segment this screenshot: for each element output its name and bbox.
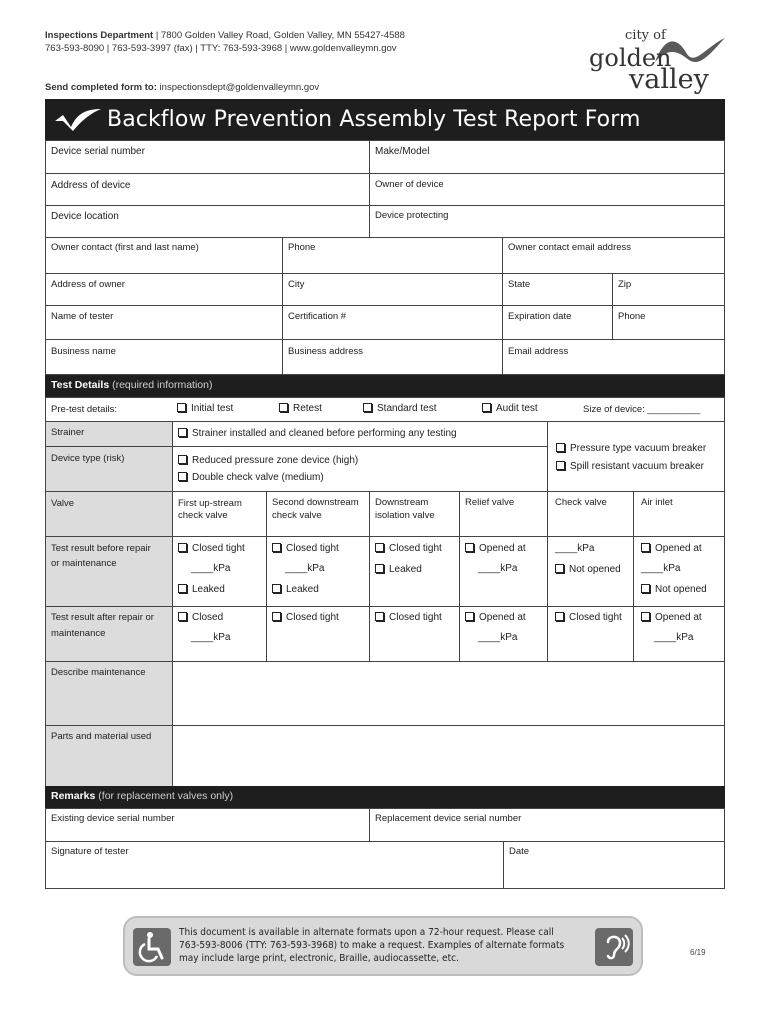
logo-city: city of — [625, 28, 666, 43]
remarks-heading — [45, 786, 725, 808]
strainer-label: Strainer — [51, 427, 85, 438]
before-col-6 — [633, 536, 725, 607]
after-col-3 — [369, 606, 460, 662]
device-location-field[interactable] — [45, 205, 370, 238]
before-col-4 — [459, 536, 548, 607]
retest-label: Retest — [293, 403, 322, 414]
before-c3-closed-label: Closed tight — [389, 543, 442, 554]
before-col-1 — [172, 536, 267, 607]
device-owner-field[interactable] — [369, 173, 725, 206]
hearing-icon — [595, 928, 633, 966]
before-c3-leaked-checkbox[interactable] — [375, 564, 422, 575]
owner-state-label: State — [508, 279, 531, 290]
strainer-checkbox[interactable] — [178, 428, 457, 439]
expiration-field[interactable] — [502, 305, 613, 340]
owner-phone-field[interactable] — [282, 237, 503, 274]
before-label-line1: Test result before repair — [51, 543, 151, 554]
valve-col-4-line1: Relief valve — [465, 497, 515, 508]
checkbox-icon — [178, 584, 187, 593]
rpz-label: Reduced pressure zone device (high) — [192, 455, 359, 466]
after-c5-closed-checkbox[interactable] — [555, 612, 622, 623]
valve-col-3 — [369, 491, 460, 537]
owner-city-label: City — [288, 279, 305, 290]
valve-col-1-line2: check valve — [178, 510, 228, 521]
valve-col-2 — [266, 491, 370, 537]
valve-label: Valve — [51, 498, 75, 509]
strainer-option-label: Strainer installed and cleaned before performing any testing — [192, 428, 457, 439]
owner-contact-label: Owner contact (first and last name) — [51, 242, 199, 253]
owner-address-field[interactable] — [45, 273, 283, 306]
address-line: | 7800 Golden Valley Road, Golden Valley, MN 55427-4588 — [153, 30, 405, 41]
remarks-title: Remarks — [51, 790, 96, 802]
checkbox-icon — [272, 584, 281, 593]
checkbox-icon — [465, 543, 474, 552]
after-label-line1: Test result after repair or — [51, 612, 154, 623]
valve-col-3-line2: isolation valve — [375, 510, 435, 521]
after-c5-closed-label: Closed tight — [569, 612, 622, 623]
parts-label: Parts and material used — [51, 731, 152, 742]
signature-field[interactable] — [45, 841, 504, 889]
swoosh-icon — [53, 105, 103, 133]
owner-city-field[interactable] — [282, 273, 503, 306]
form-title-bar — [45, 99, 725, 140]
device-address-label: Address of device — [51, 180, 131, 191]
before-c1-closed-label: Closed tight — [192, 543, 245, 554]
form-title: Backflow Prevention Assembly Test Report Form — [107, 107, 641, 132]
before-col-5 — [547, 536, 634, 607]
after-c6-opened-checkbox[interactable] — [641, 612, 702, 623]
owner-address-label: Address of owner — [51, 279, 125, 290]
signature-label: Signature of tester — [51, 846, 129, 857]
after-c4-opened-label: Opened at — [479, 612, 526, 623]
tester-phone-field[interactable] — [612, 305, 725, 340]
double-check-checkbox[interactable] — [178, 472, 324, 483]
before-c2-leaked-checkbox[interactable] — [272, 584, 319, 595]
checkbox-icon — [465, 612, 474, 621]
after-c2-closed-checkbox[interactable] — [272, 612, 339, 623]
before-c2-closed-checkbox[interactable] — [272, 543, 339, 554]
email-label: Email address — [508, 346, 569, 357]
spill-vb-label: Spill resistant vacuum breaker — [570, 461, 704, 472]
before-c4-opened-checkbox[interactable] — [465, 543, 526, 554]
parts-label-cell — [45, 725, 173, 787]
existing-serial-label: Existing device serial number — [51, 813, 175, 824]
initial-test-checkbox[interactable] — [177, 403, 233, 414]
pretest-label: Pre-test details: — [51, 404, 117, 415]
before-c1-kpa[interactable]: ____kPa — [191, 563, 231, 574]
before-c2-kpa[interactable]: ____kPa — [285, 563, 325, 574]
after-c1-closed-checkbox[interactable] — [178, 612, 223, 623]
strainer-label-cell — [45, 421, 173, 447]
device-type-label-cell — [45, 446, 173, 492]
initial-test-label: Initial test — [191, 403, 234, 414]
checkbox-icon — [375, 564, 384, 573]
right-type-options-cell — [547, 421, 725, 492]
device-protecting-label: Device protecting — [375, 210, 449, 221]
after-c1-kpa[interactable]: ____kPa — [191, 632, 231, 643]
owner-phone-label: Phone — [288, 242, 316, 253]
device-owner-label: Owner of device — [375, 179, 444, 190]
send-to-line — [45, 82, 319, 93]
size-of-device-label: Size of device: __________ — [583, 404, 701, 415]
checkbox-icon — [555, 612, 564, 621]
header-address — [45, 30, 405, 41]
spill-vb-checkbox[interactable] — [556, 461, 704, 472]
checkbox-icon — [641, 584, 650, 593]
double-check-label: Double check valve (medium) — [192, 472, 324, 483]
device-location-label: Device location — [51, 211, 119, 222]
valve-label-cell — [45, 491, 173, 537]
checkbox-icon — [279, 403, 288, 412]
checkbox-icon — [641, 612, 650, 621]
before-c1-leaked-label: Leaked — [192, 584, 225, 595]
date-label: Date — [509, 846, 530, 857]
before-c5-kpa[interactable]: ____kPa — [555, 543, 595, 554]
owner-email-field[interactable] — [502, 237, 725, 274]
checkbox-icon — [178, 612, 187, 621]
header-contact: 763-593-8090 | 763-593-3997 (fax) | TTY: 763-593-3968 | www.goldenvalleymn.gov — [45, 43, 397, 54]
owner-zip-label: Zip — [618, 279, 632, 290]
standard-test-checkbox[interactable] — [363, 403, 436, 414]
make-model-label: Make/Model — [375, 146, 430, 157]
before-c2-closed-label: Closed tight — [286, 543, 339, 554]
checkbox-icon — [178, 472, 187, 481]
valve-col-6 — [633, 491, 725, 537]
date-field[interactable] — [503, 841, 725, 889]
describe-label: Describe maintenance — [51, 667, 146, 678]
after-col-6 — [633, 606, 725, 662]
checkbox-icon — [272, 543, 281, 552]
valve-col-2-line2: check valve — [272, 510, 322, 521]
checkbox-icon — [177, 403, 186, 412]
after-col-2 — [266, 606, 370, 662]
accessibility-notice — [123, 916, 643, 976]
after-c6-opened-label: Opened at — [655, 612, 702, 623]
checkbox-icon — [555, 564, 564, 573]
logo-valley: valley — [629, 64, 709, 95]
after-label-line2: maintenance — [51, 628, 106, 639]
valve-col-3-line1: Downstream — [375, 497, 429, 508]
notice-text — [179, 926, 564, 965]
before-c6-opened-label: Opened at — [655, 543, 702, 554]
before-col-3 — [369, 536, 460, 607]
tester-name-label: Name of tester — [51, 311, 114, 322]
device-serial-label: Device serial number — [51, 146, 145, 157]
after-col-5 — [547, 606, 634, 662]
before-c3-closed-checkbox[interactable] — [375, 543, 442, 554]
notice-line-1: This document is available in alternate formats upon a 72-hour request. Please call — [179, 927, 554, 938]
checkbox-icon — [178, 543, 187, 552]
valve-col-5 — [547, 491, 634, 537]
test-details-subtitle: (required information) — [109, 379, 213, 391]
department-name: Inspections Department — [45, 30, 154, 41]
checkbox-icon — [641, 543, 650, 552]
audit-test-checkbox[interactable] — [482, 403, 538, 414]
checkbox-icon — [482, 403, 491, 412]
before-c5-not-opened-label: Not opened — [569, 564, 621, 575]
describe-label-cell — [45, 661, 173, 726]
email-field[interactable] — [502, 339, 725, 375]
pressure-vb-checkbox[interactable] — [556, 443, 706, 454]
before-c4-opened-label: Opened at — [479, 543, 526, 554]
checkbox-icon — [375, 612, 384, 621]
after-c2-closed-label: Closed tight — [286, 612, 339, 623]
after-c4-kpa[interactable]: ____kPa — [478, 632, 518, 643]
device-type-label: Device type (risk) — [51, 453, 125, 464]
certification-field[interactable] — [282, 305, 503, 340]
checkbox-icon — [556, 443, 565, 452]
pretest-row — [45, 397, 725, 422]
existing-serial-field[interactable] — [45, 808, 370, 842]
owner-email-label: Owner contact email address — [508, 242, 632, 253]
tester-phone-label: Phone — [618, 311, 646, 322]
checkbox-icon — [178, 428, 187, 437]
checkbox-icon — [363, 403, 372, 412]
send-label: Send completed form to: — [45, 82, 157, 93]
business-address-field[interactable] — [282, 339, 503, 375]
business-address-label: Business address — [288, 346, 363, 357]
after-col-4 — [459, 606, 548, 662]
before-label-line2: or maintenance — [51, 558, 117, 569]
valve-col-6-line1: Air inlet — [641, 497, 673, 508]
valve-col-5-line1: Check valve — [555, 497, 607, 508]
notice-line-2: 763-593-8006 (TTY: 763-593-3968) to make a request. Examples of alternate formats — [179, 940, 565, 951]
valve-col-1 — [172, 491, 267, 537]
checkbox-icon — [178, 455, 187, 464]
make-model-field[interactable] — [369, 140, 725, 174]
device-address-field[interactable] — [45, 173, 370, 206]
after-col-1 — [172, 606, 267, 662]
wheelchair-icon — [133, 928, 171, 966]
before-c1-leaked-checkbox[interactable] — [178, 584, 225, 595]
strainer-option-cell — [172, 421, 548, 447]
checkbox-icon — [272, 612, 281, 621]
after-c4-opened-checkbox[interactable] — [465, 612, 526, 623]
audit-test-label: Audit test — [496, 403, 538, 414]
before-c6-not-opened-label: Not opened — [655, 584, 707, 595]
checkbox-icon — [556, 461, 565, 470]
tester-name-field[interactable] — [45, 305, 283, 340]
device-serial-field[interactable] — [45, 140, 370, 174]
describe-maintenance-field[interactable] — [172, 661, 725, 726]
after-repair-label-cell — [45, 606, 173, 662]
after-c1-closed-label: Closed — [192, 612, 224, 623]
before-c6-kpa[interactable]: ____kPa — [641, 563, 681, 574]
owner-state-field[interactable] — [502, 273, 613, 306]
owner-contact-field[interactable] — [45, 237, 283, 274]
valve-col-4 — [459, 491, 548, 537]
before-c6-opened-checkbox[interactable] — [641, 543, 702, 554]
before-c4-kpa[interactable]: ____kPa — [478, 563, 518, 574]
pressure-vb-label: Pressure type vacuum breaker — [570, 443, 707, 454]
parts-material-field[interactable] — [172, 725, 725, 787]
checkbox-icon — [375, 543, 384, 552]
remarks-subtitle: (for replacement valves only) — [95, 790, 234, 802]
before-c1-closed-checkbox[interactable] — [178, 543, 245, 554]
device-type-options-cell — [172, 446, 548, 492]
before-c2-leaked-label: Leaked — [286, 584, 319, 595]
before-repair-label-cell — [45, 536, 173, 607]
after-c3-closed-label: Closed tight — [389, 612, 442, 623]
test-details-title: Test Details — [51, 379, 110, 391]
before-c5-not-opened-checkbox[interactable] — [555, 564, 621, 575]
business-name-field[interactable] — [45, 339, 283, 375]
send-email: inspectionsdept@goldenvalleymn.gov — [156, 82, 320, 93]
before-col-2 — [266, 536, 370, 607]
after-c6-kpa[interactable]: ____kPa — [654, 632, 694, 643]
notice-line-3: may include large print, electronic, Braille, audiocassette, etc. — [179, 953, 459, 964]
test-details-heading — [45, 375, 725, 397]
replacement-serial-field[interactable] — [369, 808, 725, 842]
before-c3-leaked-label: Leaked — [389, 564, 422, 575]
valve-col-2-line1: Second downstream — [272, 497, 359, 508]
replacement-serial-label: Replacement device serial number — [375, 813, 522, 824]
revision-date: 6/19 — [690, 948, 706, 957]
logo-golden: golden — [589, 44, 672, 72]
before-c6-not-opened-checkbox[interactable] — [641, 584, 707, 595]
expiration-label: Expiration date — [508, 311, 572, 322]
rpz-checkbox[interactable] — [178, 455, 358, 466]
business-name-label: Business name — [51, 346, 116, 357]
device-protecting-field[interactable] — [369, 205, 725, 238]
city-logo — [585, 24, 735, 102]
valve-col-1-line1: First up-stream — [178, 498, 242, 509]
retest-checkbox[interactable] — [279, 403, 322, 414]
certification-label: Certification # — [288, 311, 347, 322]
after-c3-closed-checkbox[interactable] — [375, 612, 442, 623]
owner-zip-field[interactable] — [612, 273, 725, 306]
standard-test-label: Standard test — [377, 403, 437, 414]
